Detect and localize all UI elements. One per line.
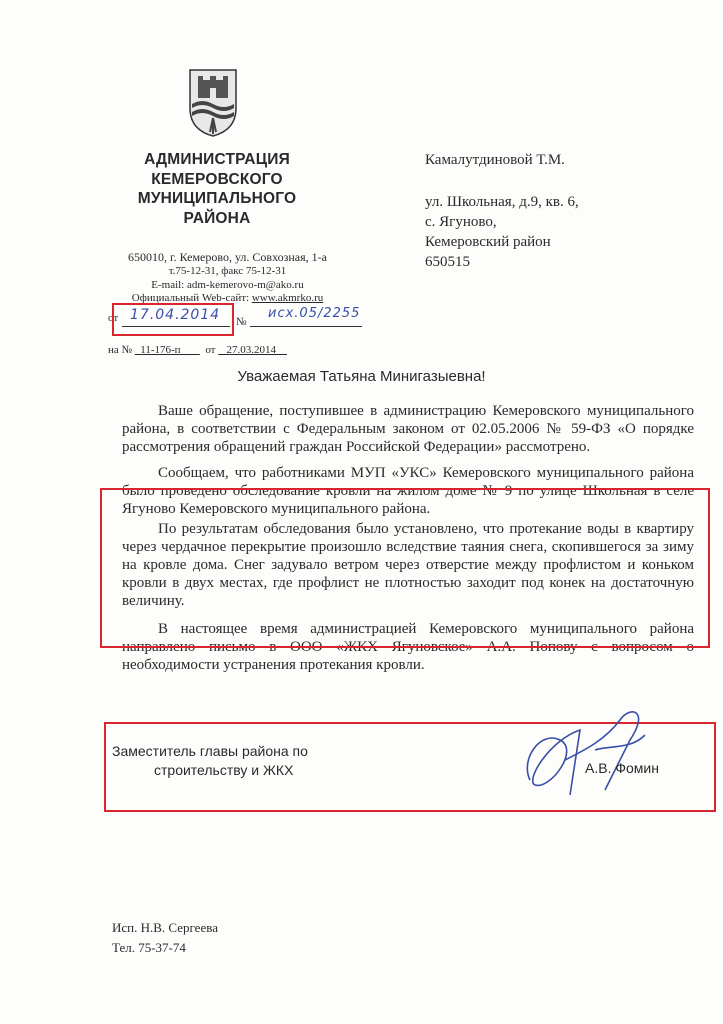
- handwritten-number: исх.05/2255: [268, 306, 361, 321]
- recipient-postcode: 650515: [425, 254, 470, 270]
- recipient-district: Кемеровский район: [425, 234, 551, 250]
- signer-name: А.В. Фомин: [585, 760, 659, 776]
- reply-date: 27.03.2014: [226, 344, 276, 356]
- paragraph: Сообщаем, что работниками МУП «УКС» Кемеровского муниципального района было проведено обследование кровли на жилом доме № 9 по улице Школьная в селе Ягуново Кемеровского муниципального района.: [122, 465, 694, 517]
- reply-number: 11-176-п: [140, 344, 181, 356]
- org-line: АДМИНИСТРАЦИЯ: [144, 151, 290, 168]
- reply-from-label: от: [205, 344, 216, 356]
- organization-contacts: [95, 250, 360, 306]
- org-phone: т.75-12-31, факс 75-12-31: [168, 265, 287, 277]
- reply-label: на №: [108, 344, 133, 356]
- org-line: КЕМЕРОВСКОГО: [151, 170, 283, 188]
- signer-title-line: Заместитель главы района по: [112, 743, 308, 759]
- org-line: РАЙОНА: [183, 209, 251, 227]
- reply-line: [108, 344, 287, 356]
- signer-title: [112, 742, 308, 780]
- executor-name: Исп. Н.В. Сергеева: [112, 920, 218, 935]
- executor-info: [112, 918, 218, 958]
- from-label: от: [108, 312, 119, 324]
- website-link[interactable]: www.akmrko.ru: [251, 292, 324, 304]
- signer-title-line: строительству и ЖКХ: [154, 762, 294, 778]
- date-highlight-box: [112, 303, 234, 336]
- recipient-village: с. Ягуново,: [425, 214, 497, 230]
- paragraph-highlight-box: [100, 488, 710, 648]
- organization-name: [112, 150, 322, 228]
- org-line: МУНИЦИПАЛЬНОГО: [137, 190, 297, 207]
- signature-icon: [510, 700, 660, 805]
- recipient-name: Камалутдиновой Т.М.: [425, 152, 565, 168]
- org-address: 650010, г. Кемерово, ул. Совхозная, 1-а: [128, 250, 327, 264]
- org-email: E-mail: adm-kemerovo-m@ako.ru: [151, 278, 304, 291]
- paragraph: По результатам обследования было установлено, что протекание воды в квартиру через чердачное перекрытие произошло вследствие таяния снега, скопившегося за зиму на кровле дома. Снег задувало ветром через отверстие между профлистом и коньком кровли в двух местах, где профлист не плотностью заходит под конек на достаточную величину.: [122, 521, 694, 609]
- handwritten-date: 17.04.2014: [130, 307, 221, 323]
- salutation: Уважаемая Татьяна Минигазыевна!: [237, 368, 486, 385]
- executor-phone: Тел. 75-37-74: [112, 940, 186, 955]
- recipient-block: [425, 150, 685, 272]
- number-label: №: [236, 316, 247, 328]
- paragraph: В настоящее время администрацией Кемеровского муниципального района направлено письмо в ООО «ЖКХ Ягуновское» А.А. Попову с вопросом о необходимости устранения протекания кровли.: [122, 621, 694, 673]
- website-label: Официальный Web-сайт:: [131, 292, 252, 304]
- recipient-street: ул. Школьная, д.9, кв. 6,: [425, 194, 579, 210]
- paragraph: Ваше обращение, поступившее в администрацию Кемеровского муниципального района, в соответствии с Федеральным законом от 02.05.2006 № 59-ФЗ «О порядке рассмотрения обращений граждан Российской Федерации» рассмотрено.: [122, 403, 694, 455]
- number-underline: [250, 326, 362, 327]
- coat-of-arms-icon: [188, 68, 238, 138]
